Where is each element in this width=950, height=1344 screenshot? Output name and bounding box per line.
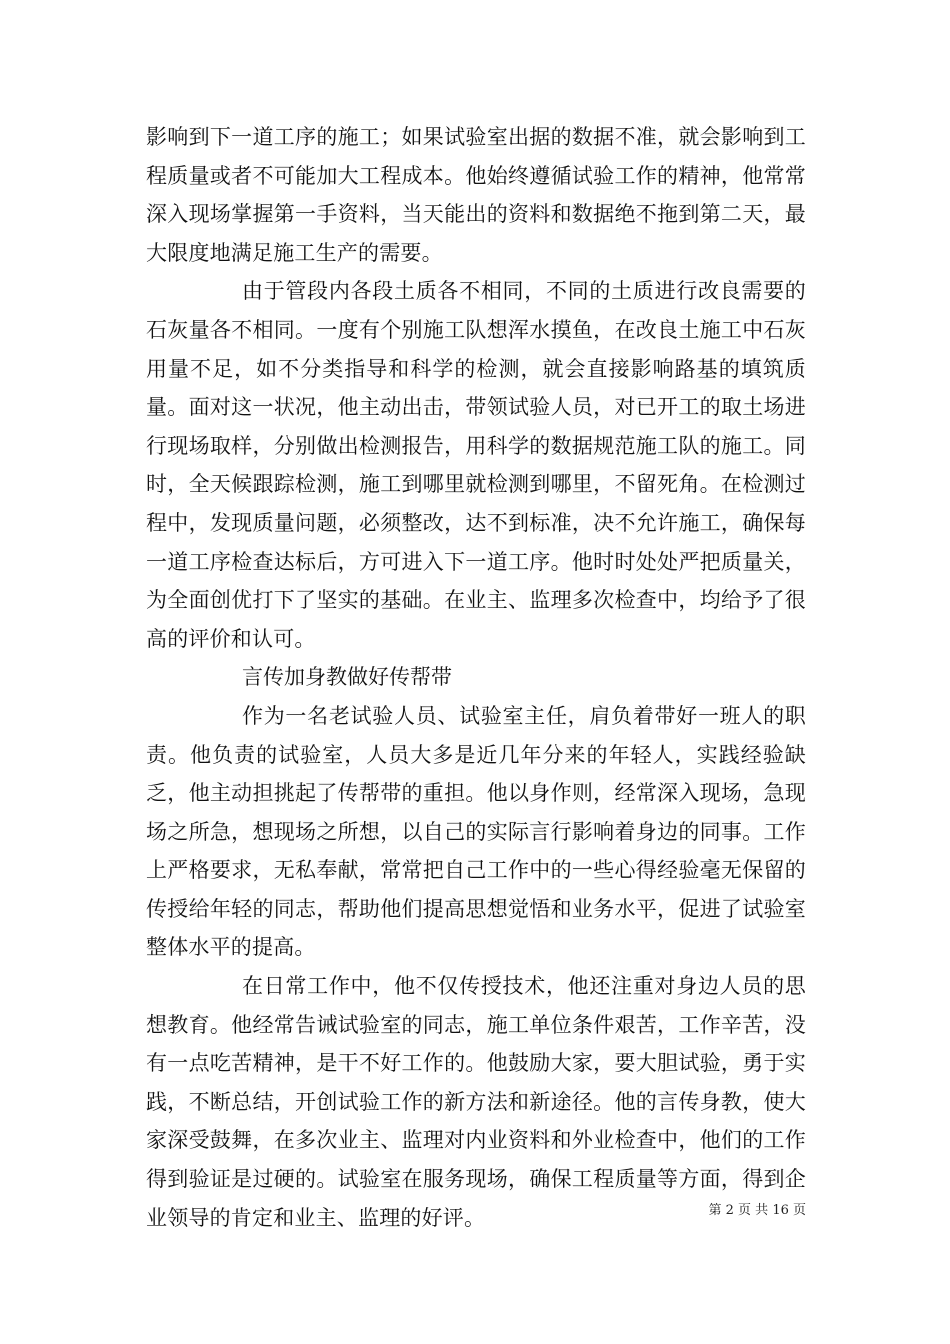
paragraph-education: 在日常工作中，他不仅传授技术，他还注重对身边人员的思想教育。他经常告诫试验室的同志，施工单位条件艰苦，工作辛苦，没有一点吃苦精神，是干不好工作的。他鼓励大家，要大胆试验，勇于实践，不断总结，开创试验工作的新方法和新途径。他的言传身教，使大家深受鼓舞，在多次业主、监理对内业资料和外业检查中，他们的工作得到验证是过硬的。试验室在服务现场，确保工程质量等方面，得到企业领导的肯定和业主、监理的好评。 bbox=[146, 974, 806, 1230]
page-number: 第 2 页 共 16 页 bbox=[708, 1203, 806, 1218]
paragraph-continuation: 影响到下一道工序的施工；如果试验室出据的数据不准，就会影响到工程质量或者不可能加大工程成本。他始终遵循试验工作的精神，他常常深入现场掌握第一手资料，当天能出的资料和数据绝不拖到第二天，最大限度地满足施工生产的需要。 bbox=[146, 125, 806, 265]
paragraph-mentoring: 作为一名老试验人员、试验室主任，肩负着带好一班人的职责。他负责的试验室，人员大多是近几年分来的年轻人，实践经验缺乏，他主动担挑起了传帮带的重担。他以身作则，经常深入现场，急现场之所急，想现场之所想，以自己的实际言行影响着身边的同事。工作上严格要求，无私奉献，常常把自己工作中的一些心得经验毫无保留的传授给年轻的同志，帮助他们提高思想觉悟和业务水平，促进了试验室整体水平的提高。 bbox=[146, 703, 806, 960]
paragraph-soil-testing: 由于管段内各段土质各不相同，不同的土质进行改良需要的石灰量各不相同。一度有个别施工队想浑水摸鱼，在改良土施工中石灰用量不足，如不分类指导和科学的检测，就会直接影响路基的填筑质量。面对这一状况，他主动出击，带领试验人员，对已开工的取土场进行现场取样，分别做出检测报告，用科学的数据规范施工队的施工。同时，全天候跟踪检测，施工到哪里就检测到哪里，不留死角。在检测过程中，发现质量问题，必须整改，达不到标准，决不允许施工，确保每一道工序检查达标后，方可进入下一道工序。他时时处处严把质量关，为全面创优打下了坚实的基础。在业主、监理多次检查中，均给予了很高的评价和认可。 bbox=[146, 279, 806, 651]
section-heading: 言传加身教做好传帮带 bbox=[242, 665, 452, 690]
document-body bbox=[146, 118, 806, 1237]
